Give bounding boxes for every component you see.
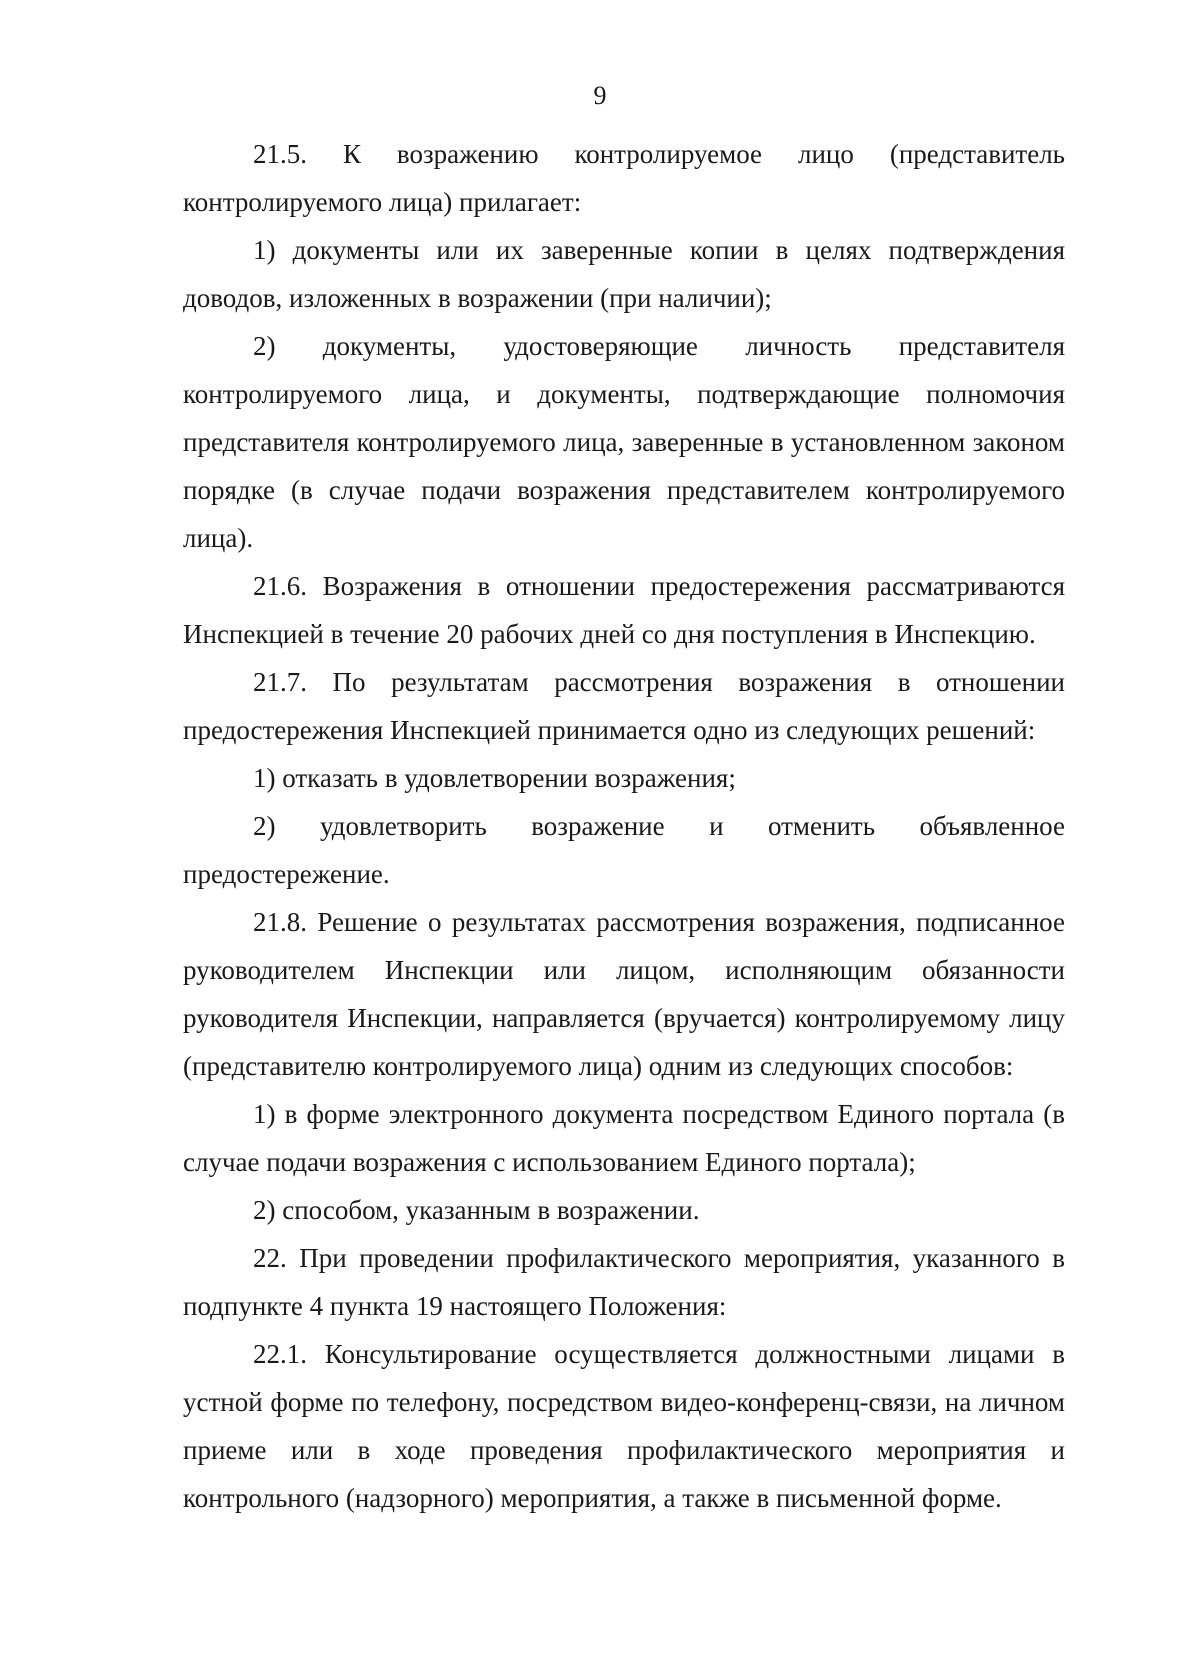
paragraph-21-8-item-2: 2) способом, указанным в возражении. xyxy=(253,1195,700,1225)
document-body xyxy=(183,130,1065,1522)
page-number: 9 xyxy=(593,81,607,110)
paragraph-21-7-item-1: 1) отказать в удовлетворении возражения; xyxy=(253,763,736,793)
paragraph-21-7-item-2: 2) удовлетворить возражение и отменить объявленное предостережение. xyxy=(183,811,1065,889)
paragraph-21-5: 21.5. К возражению контролируемое лицо (представитель контролируемого лица) прилагает: xyxy=(183,139,1065,217)
paragraph-22: 22. При проведении профилактического мероприятия, указанного в подпункте 4 пункта 19 настоящего Положения: xyxy=(183,1243,1065,1321)
paragraph-21-8: 21.8. Решение о результатах рассмотрения возражения, подписанное руководителем Инспекции или лицом, исполняющим обязанности руководителя Инспекции, направляется (вручается) контролируемому лицу (представителю контролируемого лица) одним из следующих способов: xyxy=(183,907,1065,1081)
paragraph-21-6: 21.6. Возражения в отношении предостережения рассматриваются Инспекцией в течение 20 рабочих дней со дня поступления в Инспекцию. xyxy=(183,571,1065,649)
paragraph-21-8-item-1: 1) в форме электронного документа посредством Единого портала (в случае подачи возражения с использованием Единого портала); xyxy=(183,1099,1065,1177)
paragraph-21-7: 21.7. По результатам рассмотрения возражения в отношении предостережения Инспекцией принимается одно из следующих решений: xyxy=(183,667,1065,745)
paragraph-21-5-item-2: 2) документы, удостоверяющие личность представителя контролируемого лица, и документы, подтверждающие полномочия представителя контролируемого лица, заверенные в установленном законом порядке (в случае подачи возражения представителем контролируемого лица). xyxy=(183,331,1065,553)
paragraph-21-5-item-1: 1) документы или их заверенные копии в целях подтверждения доводов, изложенных в возражении (при наличии); xyxy=(183,235,1065,313)
paragraph-22-1: 22.1. Консультирование осуществляется должностными лицами в устной форме по телефону, посредством видео-конференц-связи, на личном приеме или в ходе проведения профилактического мероприятия и контрольного (надзорного) мероприятия, а также в письменной форме. xyxy=(183,1339,1065,1513)
